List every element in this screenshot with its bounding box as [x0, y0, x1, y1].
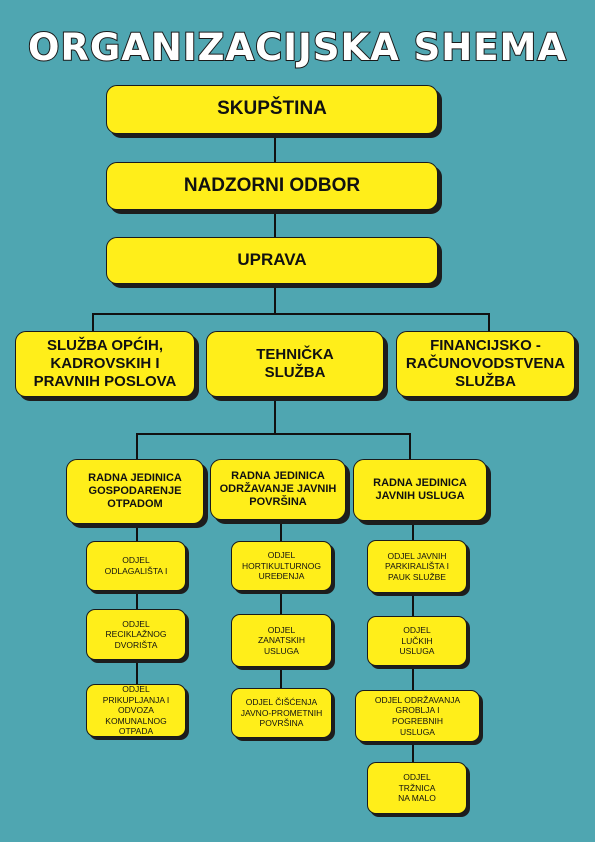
connector-line: [92, 313, 94, 333]
dept-label: SLUŽBA OPĆIH, KADROVSKIH I PRAVNIH POSLOVA: [33, 337, 177, 390]
connector-line: [92, 313, 489, 315]
box-section-trznica: [367, 762, 467, 814]
connector-line: [136, 433, 411, 435]
box-unit-odrzavanje-povrsina: [210, 459, 346, 520]
skupstina-label: SKUPŠTINA: [217, 98, 327, 120]
box-section-hortikulturnog: [231, 541, 332, 591]
unit-label: RADNA JEDINICA JAVNIH USLUGA: [373, 477, 467, 502]
box-dept-financijsko: [396, 331, 575, 397]
box-section-odrzavanja-groblja: [355, 690, 480, 742]
section-label: ODJEL PRIKUPLJANJA I ODVOZA KOMUNALNOG OTPADA: [102, 683, 170, 737]
box-dept-opcih-poslova: [15, 331, 195, 397]
section-label: ODJEL ZANATSKIH USLUGA: [257, 624, 306, 656]
section-label: ODJEL HORTIKULTURNOG UREĐENJA: [242, 550, 322, 582]
connector-line: [274, 210, 276, 237]
box-section-prikupljanja-odvoza: [86, 684, 186, 737]
box-section-luckih-usluga: [367, 616, 467, 666]
connector-line: [136, 433, 138, 459]
box-unit-javnih-usluga: [353, 459, 487, 521]
unit-label: RADNA JEDINICA ODRŽAVANJE JAVNIH POVRŠINA: [219, 470, 337, 508]
section-label: ODJEL ODLAGALIŠTA I: [104, 555, 168, 576]
connector-line: [274, 134, 276, 162]
section-label: ODJEL RECIKLAŽNOG DVORIŠTA: [105, 618, 167, 650]
box-nadzorni-odbor: [106, 162, 438, 210]
box-section-reciklaznog-dvorista: [86, 609, 186, 660]
box-section-odlagalista: [86, 541, 186, 591]
uprava-label: UPRAVA: [237, 250, 307, 270]
box-uprava: [106, 237, 438, 284]
connector-line: [274, 396, 276, 434]
box-section-ciscenja: [231, 688, 332, 738]
section-label: ODJEL JAVNIH PARKIRALIŠTA I PAUK SLUŽBE: [385, 550, 449, 582]
section-label: ODJEL ČIŠĆENJA JAVNO-PROMETNIH POVRŠINA: [240, 697, 323, 729]
box-dept-tehnicka-sluzba: [206, 331, 384, 397]
dept-label: TEHNIČKA SLUŽBA: [256, 346, 334, 381]
connector-line: [274, 284, 276, 314]
unit-label: RADNA JEDINICA GOSPODARENJE OTPADOM: [88, 472, 182, 510]
section-label: ODJEL ODRŽAVANJA GROBLJA I POGREBNIH USLUGA: [374, 694, 461, 737]
dept-label: FINANCIJSKO - RAČUNOVODSTVENA SLUŽBA: [405, 337, 566, 390]
connector-line: [488, 313, 490, 333]
box-unit-gospodarenje-otpadom: [66, 459, 204, 524]
section-label: ODJEL TRŽNICA NA MALO: [398, 772, 436, 804]
box-section-javnih-parkiralista: [367, 540, 467, 593]
box-section-zanatskih-usluga: [231, 614, 332, 667]
nadzorni-odbor-label: NADZORNI ODBOR: [183, 174, 361, 196]
chart-title: ORGANIZACIJSKA SHEMA: [27, 26, 567, 69]
section-label: ODJEL LUČKIH USLUGA: [399, 625, 435, 657]
connector-line: [409, 433, 411, 459]
box-skupstina: [106, 85, 438, 134]
